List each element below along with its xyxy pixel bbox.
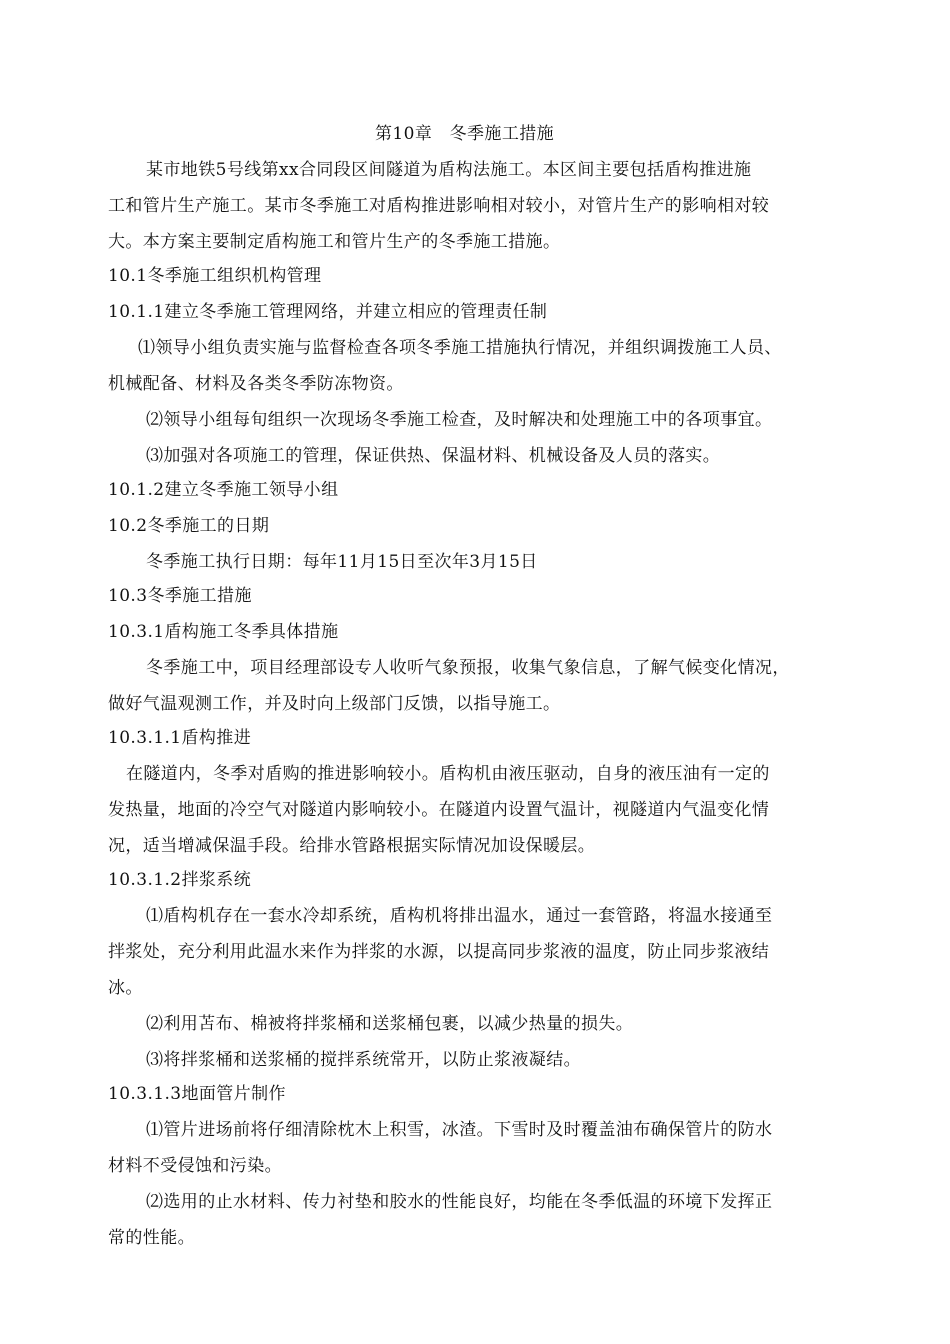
list-item-10-3-1-3-2-line-2: 常的性能。: [108, 1228, 195, 1248]
list-item-10-3-1-3-1-line-2: 材料不受侵蚀和污染。: [108, 1156, 282, 1176]
section-heading-10-2: 10.2冬季施工的日期: [108, 516, 270, 536]
subsection-heading-10-1-2: 10.1.2建立冬季施工领导小组: [108, 480, 339, 500]
list-item-10-3-1-2-1-line-3: 冰。: [108, 978, 143, 998]
intro-line-1: 某市地铁5号线第xx合同段区间隧道为盾构法施工。本区间主要包括盾构推进施: [146, 160, 752, 180]
paragraph-10-3-1-1-line-3: 况，适当增减保温手段。给排水管路根据实际情况加设保暖层。: [108, 836, 596, 856]
list-item-10-3-1-2-1-line-1: ⑴盾构机存在一套水冷却系统，盾构机将排出温水，通过一套管路，将温水接通至: [146, 906, 773, 926]
list-item-10-1-1-1-line-1: ⑴领导小组负责实施与监督检查各项冬季施工措施执行情况，并组织调拨施工人员、: [138, 338, 782, 358]
list-item-10-3-1-2-3: ⑶将拌浆桶和送浆桶的搅拌系统常开，以防止浆液凝结。: [146, 1050, 581, 1070]
list-item-10-1-1-2: ⑵领导小组每旬组织一次现场冬季施工检查，及时解决和处理施工中的各项事宜。: [146, 410, 773, 430]
subsection-heading-10-3-1: 10.3.1盾构施工冬季具体措施: [108, 622, 339, 642]
intro-line-3: 大。本方案主要制定盾构施工和管片生产的冬季施工措施。: [108, 232, 561, 252]
paragraph-heading-10-3-1-2: 10.3.1.2拌浆系统: [108, 870, 252, 890]
intro-line-2: 工和管片生产施工。某市冬季施工对盾构推进影响相对较小，对管片生产的影响相对较: [108, 196, 770, 216]
list-item-10-1-1-1-line-2: 机械配备、材料及各类冬季防冻物资。: [108, 374, 404, 394]
subsection-heading-10-1-1: 10.1.1建立冬季施工管理网络，并建立相应的管理责任制: [108, 302, 548, 322]
paragraph-10-3-1-1-line-1: 在隧道内，冬季对盾购的推进影响较小。盾构机由液压驱动，自身的液压油有一定的: [126, 764, 770, 784]
paragraph-heading-10-3-1-3: 10.3.1.3地面管片制作: [108, 1084, 286, 1104]
subsection-10-3-1-line-1: 冬季施工中，项目经理部设专人收听气象预报，收集气象信息，了解气候变化情况，: [146, 658, 790, 678]
list-item-10-3-1-3-2-line-1: ⑵选用的止水材料、传力衬垫和胶水的性能良好，均能在冬季低温的环境下发挥正: [146, 1192, 773, 1212]
list-item-10-3-1-2-1-line-2: 拌浆处，充分利用此温水来作为拌浆的水源，以提高同步浆液的温度，防止同步浆液结: [108, 942, 770, 962]
list-item-10-3-1-2-2: ⑵利用苫布、棉被将拌浆桶和送浆桶包裹，以减少热量的损失。: [146, 1014, 634, 1034]
section-heading-10-3: 10.3冬季施工措施: [108, 586, 252, 606]
chapter-title: 第10章 冬季施工措施: [375, 124, 555, 144]
winter-date-text: 冬季施工执行日期：每年11月15日至次年3月15日: [146, 552, 538, 572]
list-item-10-3-1-3-1-line-1: ⑴管片进场前将仔细清除枕木上积雪，冰渣。下雪时及时覆盖油布确保管片的防水: [146, 1120, 773, 1140]
section-heading-10-1: 10.1冬季施工组织机构管理: [108, 266, 322, 286]
list-item-10-1-1-3: ⑶加强对各项施工的管理，保证供热、保温材料、机械设备及人员的落实。: [146, 446, 721, 466]
paragraph-heading-10-3-1-1: 10.3.1.1盾构推进: [108, 728, 252, 748]
subsection-10-3-1-line-2: 做好气温观测工作，并及时向上级部门反馈，以指导施工。: [108, 694, 561, 714]
paragraph-10-3-1-1-line-2: 发热量，地面的冷空气对隧道内影响较小。在隧道内设置气温计，视隧道内气温变化情: [108, 800, 770, 820]
